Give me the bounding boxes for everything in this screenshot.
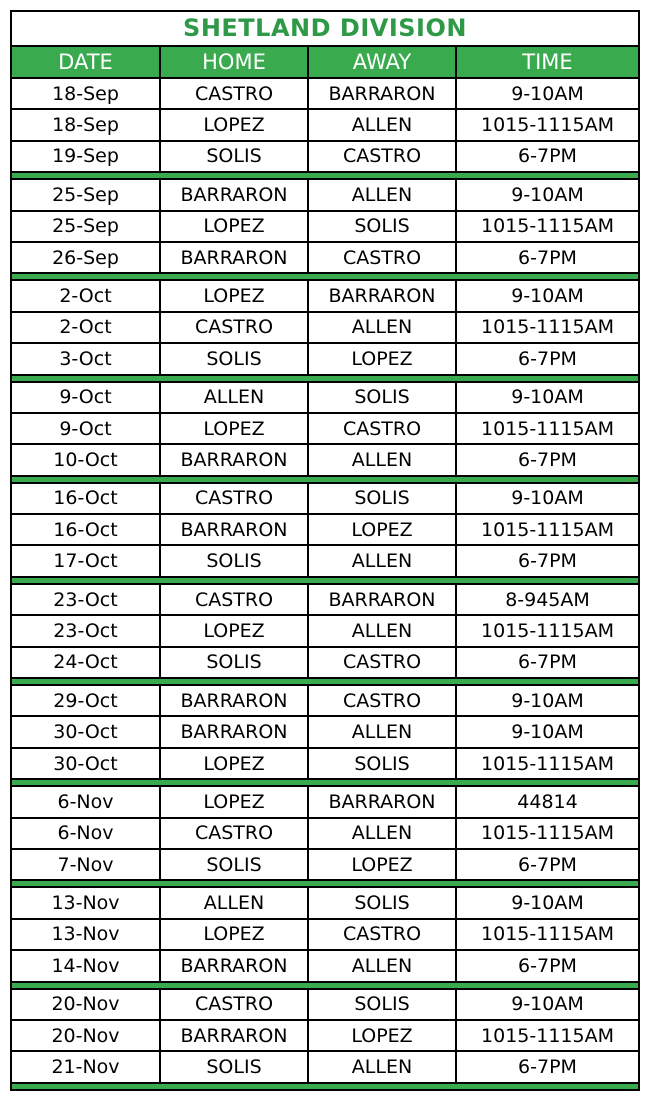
cell-home: SOLIS — [160, 343, 308, 374]
cell-away: CASTRO — [308, 413, 456, 444]
cell-away: ALLEN — [308, 716, 456, 747]
cell-time: 1015-1115AM — [456, 312, 638, 343]
week-separator — [12, 172, 638, 179]
cell-date: 7-Nov — [12, 849, 160, 880]
table-row — [12, 1051, 638, 1082]
cell-away: SOLIS — [308, 989, 456, 1020]
week-separator — [12, 476, 638, 483]
week-separator-bar — [12, 476, 638, 483]
week-separator-bar — [12, 982, 638, 989]
table-row — [12, 950, 638, 981]
cell-away: LOPEZ — [308, 849, 456, 880]
table-row — [12, 343, 638, 374]
cell-time: 6-7PM — [456, 242, 638, 273]
cell-date: 9-Oct — [12, 382, 160, 413]
cell-away: BARRARON — [308, 786, 456, 817]
cell-home: LOPEZ — [160, 211, 308, 242]
cell-date: 2-Oct — [12, 280, 160, 311]
cell-home: BARRARON — [160, 1020, 308, 1051]
week-separator-bar — [12, 1083, 638, 1089]
cell-away: ALLEN — [308, 545, 456, 576]
cell-time: 9-10AM — [456, 887, 638, 918]
table-row — [12, 584, 638, 615]
table-row — [12, 887, 638, 918]
cell-home: LOPEZ — [160, 786, 308, 817]
cell-time: 1015-1115AM — [456, 919, 638, 950]
cell-home: SOLIS — [160, 849, 308, 880]
week-separator — [12, 273, 638, 280]
table-row — [12, 818, 638, 849]
cell-time: 1015-1115AM — [456, 748, 638, 779]
cell-home: BARRARON — [160, 716, 308, 747]
cell-date: 16-Oct — [12, 514, 160, 545]
table-row — [12, 413, 638, 444]
cell-away: ALLEN — [308, 312, 456, 343]
week-separator — [12, 678, 638, 685]
cell-away: CASTRO — [308, 685, 456, 716]
week-separator — [12, 577, 638, 584]
header-date: DATE — [12, 47, 160, 78]
cell-time: 44814 — [456, 786, 638, 817]
header-away: AWAY — [308, 47, 456, 78]
cell-date: 2-Oct — [12, 312, 160, 343]
cell-home: CASTRO — [160, 584, 308, 615]
table-row — [12, 1020, 638, 1051]
cell-away: SOLIS — [308, 483, 456, 514]
cell-time: 6-7PM — [456, 950, 638, 981]
week-separator-bar — [12, 678, 638, 685]
table-row — [12, 716, 638, 747]
cell-time: 6-7PM — [456, 545, 638, 576]
cell-away: CASTRO — [308, 242, 456, 273]
cell-time: 6-7PM — [456, 1051, 638, 1082]
header-row — [12, 47, 638, 78]
cell-date: 3-Oct — [12, 343, 160, 374]
cell-away: LOPEZ — [308, 514, 456, 545]
cell-time: 1015-1115AM — [456, 109, 638, 140]
cell-home: LOPEZ — [160, 280, 308, 311]
cell-away: CASTRO — [308, 141, 456, 172]
week-separator-bar — [12, 375, 638, 382]
table-row — [12, 141, 638, 172]
cell-home: LOPEZ — [160, 748, 308, 779]
schedule-sheet — [10, 10, 640, 1091]
cell-away: ALLEN — [308, 950, 456, 981]
cell-home: LOPEZ — [160, 615, 308, 646]
cell-date: 30-Oct — [12, 716, 160, 747]
table-row — [12, 989, 638, 1020]
table-row — [12, 179, 638, 210]
week-separator — [12, 375, 638, 382]
cell-home: LOPEZ — [160, 413, 308, 444]
table-row — [12, 242, 638, 273]
cell-date: 13-Nov — [12, 887, 160, 918]
cell-date: 30-Oct — [12, 748, 160, 779]
cell-date: 25-Sep — [12, 179, 160, 210]
cell-date: 21-Nov — [12, 1051, 160, 1082]
cell-time: 9-10AM — [456, 280, 638, 311]
week-separator-bar — [12, 172, 638, 179]
week-separator — [12, 779, 638, 786]
cell-home: CASTRO — [160, 483, 308, 514]
table-row — [12, 211, 638, 242]
cell-home: SOLIS — [160, 647, 308, 678]
cell-away: LOPEZ — [308, 343, 456, 374]
cell-time: 6-7PM — [456, 141, 638, 172]
cell-away: ALLEN — [308, 179, 456, 210]
cell-away: CASTRO — [308, 919, 456, 950]
week-separator-bar — [12, 273, 638, 280]
table-row — [12, 382, 638, 413]
header-time: TIME — [456, 47, 638, 78]
cell-home: LOPEZ — [160, 919, 308, 950]
cell-date: 18-Sep — [12, 109, 160, 140]
division-title: SHETLAND DIVISION — [12, 12, 638, 47]
cell-away: SOLIS — [308, 382, 456, 413]
cell-away: LOPEZ — [308, 1020, 456, 1051]
cell-time: 9-10AM — [456, 716, 638, 747]
cell-time: 6-7PM — [456, 444, 638, 475]
cell-time: 1015-1115AM — [456, 818, 638, 849]
cell-home: SOLIS — [160, 545, 308, 576]
cell-time: 9-10AM — [456, 483, 638, 514]
cell-away: ALLEN — [308, 1051, 456, 1082]
cell-home: ALLEN — [160, 887, 308, 918]
table-row — [12, 849, 638, 880]
cell-time: 9-10AM — [456, 989, 638, 1020]
cell-date: 16-Oct — [12, 483, 160, 514]
week-separator — [12, 1083, 638, 1089]
cell-home: CASTRO — [160, 989, 308, 1020]
schedule-body — [12, 78, 638, 1089]
cell-home: BARRARON — [160, 514, 308, 545]
cell-time: 9-10AM — [456, 685, 638, 716]
week-separator-bar — [12, 577, 638, 584]
table-row — [12, 514, 638, 545]
cell-time: 1015-1115AM — [456, 615, 638, 646]
table-row — [12, 748, 638, 779]
cell-date: 14-Nov — [12, 950, 160, 981]
cell-home: ALLEN — [160, 382, 308, 413]
cell-date: 19-Sep — [12, 141, 160, 172]
cell-time: 6-7PM — [456, 849, 638, 880]
cell-away: ALLEN — [308, 818, 456, 849]
cell-home: BARRARON — [160, 242, 308, 273]
cell-date: 29-Oct — [12, 685, 160, 716]
cell-date: 23-Oct — [12, 615, 160, 646]
cell-away: CASTRO — [308, 647, 456, 678]
cell-home: CASTRO — [160, 312, 308, 343]
cell-home: BARRARON — [160, 685, 308, 716]
cell-away: SOLIS — [308, 211, 456, 242]
cell-time: 1015-1115AM — [456, 413, 638, 444]
cell-time: 6-7PM — [456, 647, 638, 678]
cell-away: BARRARON — [308, 78, 456, 109]
cell-time: 1015-1115AM — [456, 514, 638, 545]
week-separator — [12, 880, 638, 887]
table-row — [12, 444, 638, 475]
cell-date: 18-Sep — [12, 78, 160, 109]
table-row — [12, 786, 638, 817]
cell-home: BARRARON — [160, 179, 308, 210]
table-row — [12, 647, 638, 678]
cell-away: SOLIS — [308, 887, 456, 918]
cell-home: CASTRO — [160, 78, 308, 109]
cell-time: 9-10AM — [456, 179, 638, 210]
table-row — [12, 312, 638, 343]
table-row — [12, 545, 638, 576]
cell-date: 25-Sep — [12, 211, 160, 242]
week-separator-bar — [12, 880, 638, 887]
cell-time: 6-7PM — [456, 343, 638, 374]
schedule-table — [12, 47, 638, 1089]
cell-date: 9-Oct — [12, 413, 160, 444]
cell-home: BARRARON — [160, 950, 308, 981]
cell-away: BARRARON — [308, 280, 456, 311]
week-separator — [12, 982, 638, 989]
cell-date: 17-Oct — [12, 545, 160, 576]
cell-time: 1015-1115AM — [456, 1020, 638, 1051]
cell-date: 26-Sep — [12, 242, 160, 273]
cell-away: SOLIS — [308, 748, 456, 779]
cell-time: 8-945AM — [456, 584, 638, 615]
table-row — [12, 615, 638, 646]
table-row — [12, 280, 638, 311]
header-home: HOME — [160, 47, 308, 78]
cell-date: 20-Nov — [12, 989, 160, 1020]
cell-time: 1015-1115AM — [456, 211, 638, 242]
cell-home: LOPEZ — [160, 109, 308, 140]
cell-time: 9-10AM — [456, 78, 638, 109]
cell-away: ALLEN — [308, 615, 456, 646]
table-row — [12, 685, 638, 716]
cell-date: 6-Nov — [12, 786, 160, 817]
table-row — [12, 919, 638, 950]
cell-away: ALLEN — [308, 444, 456, 475]
week-separator-bar — [12, 779, 638, 786]
cell-date: 6-Nov — [12, 818, 160, 849]
table-row — [12, 483, 638, 514]
cell-away: ALLEN — [308, 109, 456, 140]
cell-date: 13-Nov — [12, 919, 160, 950]
cell-home: SOLIS — [160, 141, 308, 172]
cell-date: 23-Oct — [12, 584, 160, 615]
cell-home: BARRARON — [160, 444, 308, 475]
cell-away: BARRARON — [308, 584, 456, 615]
cell-date: 20-Nov — [12, 1020, 160, 1051]
cell-date: 10-Oct — [12, 444, 160, 475]
cell-date: 24-Oct — [12, 647, 160, 678]
cell-time: 9-10AM — [456, 382, 638, 413]
cell-home: SOLIS — [160, 1051, 308, 1082]
cell-home: CASTRO — [160, 818, 308, 849]
table-row — [12, 109, 638, 140]
table-row — [12, 78, 638, 109]
